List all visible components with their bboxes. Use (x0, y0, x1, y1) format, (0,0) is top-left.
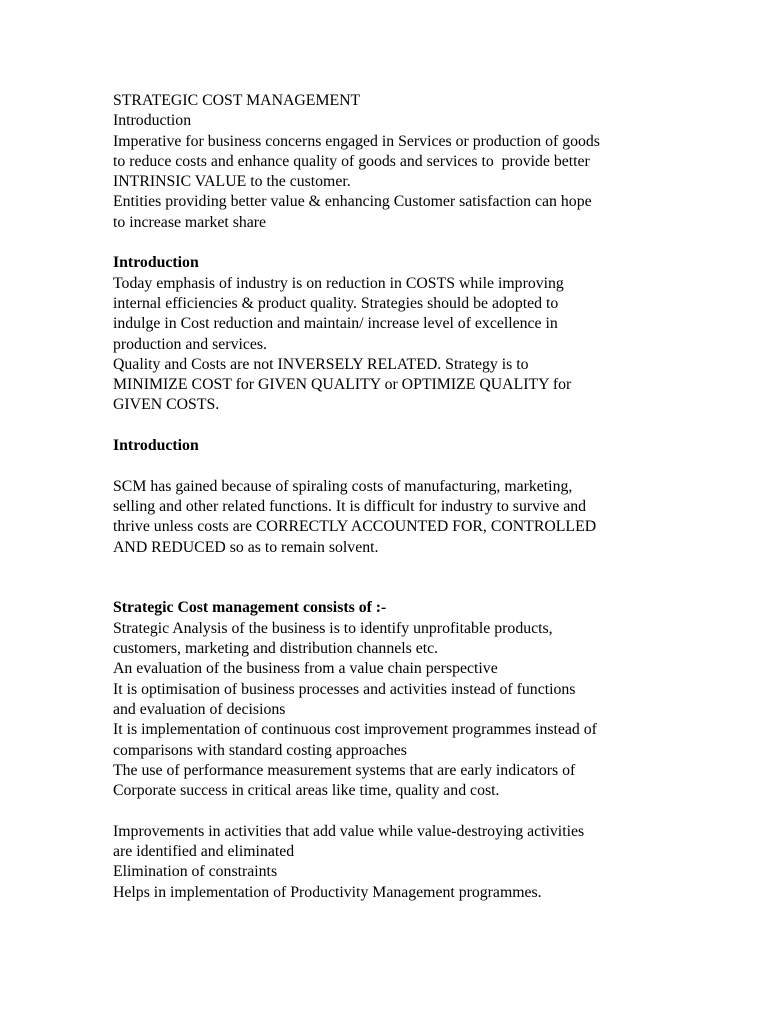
text-line: customers, marketing and distribution channels etc. (113, 640, 439, 658)
blank-line (113, 578, 753, 598)
text-line: thrive unless costs are CORRECTLY ACCOUNTED FOR, CONTROLLED (113, 518, 597, 536)
text-line: Strategic Analysis of the business is to identify unprofitable products, (113, 619, 553, 637)
document-body (113, 111, 753, 903)
text-line: It is optimisation of business processes and activities instead of functions (113, 680, 576, 698)
paragraph (113, 274, 753, 416)
paragraph (113, 822, 753, 903)
paragraph (113, 619, 753, 802)
text-line: to reduce costs and enhance quality of goods and services to provide better (113, 152, 590, 170)
paragraph (113, 477, 753, 558)
blank-line (113, 801, 753, 821)
text-line: Improvements in activities that add value while value-destroying activities (113, 822, 585, 840)
text-line: production and services. (113, 335, 267, 353)
text-line: The use of performance measurement systems that are early indicators of (113, 761, 576, 779)
text-line: Helps in implementation of Productivity Management programmes. (113, 883, 542, 901)
text-line: Elimination of constraints (113, 863, 278, 881)
text-line: INTRINSIC VALUE to the customer. (113, 173, 351, 191)
section-heading: Strategic Cost management consists of :- (113, 599, 387, 617)
text-line: AND REDUCED so as to remain solvent. (113, 538, 379, 556)
blank-line (113, 416, 753, 436)
text-line: SCM has gained because of spiraling costs of manufacturing, marketing, (113, 477, 573, 495)
text-line: internal efficiencies & product quality. Strategies should be adopted to (113, 294, 559, 312)
text-line: indulge in Cost reduction and maintain/ increase level of excellence in (113, 315, 558, 333)
text-line: are identified and eliminated (113, 842, 295, 860)
text-line: Introduction (113, 112, 192, 130)
text-line: Quality and Costs are not INVERSELY RELATED. Strategy is to (113, 355, 529, 373)
text-line: and evaluation of decisions (113, 700, 286, 718)
document-title: STRATEGIC COST MANAGEMENT (113, 92, 361, 109)
text-line: Entities providing better value & enhancing Customer satisfaction can hope (113, 193, 592, 211)
text-line: GIVEN COSTS. (113, 396, 220, 414)
section-heading: Introduction (113, 437, 199, 455)
text-line: to increase market share (113, 213, 267, 231)
text-line: MINIMIZE COST for GIVEN QUALITY or OPTIMIZE QUALITY for (113, 376, 572, 394)
text-line: It is implementation of continuous cost improvement programmes instead of (113, 721, 597, 739)
document-page (113, 91, 753, 903)
blank-line (113, 558, 753, 578)
section-heading: Introduction (113, 254, 199, 272)
paragraph (113, 111, 753, 233)
text-line: Today emphasis of industry is on reduction in COSTS while improving (113, 274, 564, 292)
text-line: comparisons with standard costing approaches (113, 741, 407, 759)
blank-line (113, 233, 753, 253)
text-line: Imperative for business concerns engaged in Services or production of goods (113, 132, 600, 150)
blank-line (113, 456, 753, 476)
text-line: An evaluation of the business from a value chain perspective (113, 660, 498, 678)
text-line: selling and other related functions. It is difficult for industry to survive and (113, 497, 587, 515)
text-line: Corporate success in critical areas like time, quality and cost. (113, 782, 500, 800)
